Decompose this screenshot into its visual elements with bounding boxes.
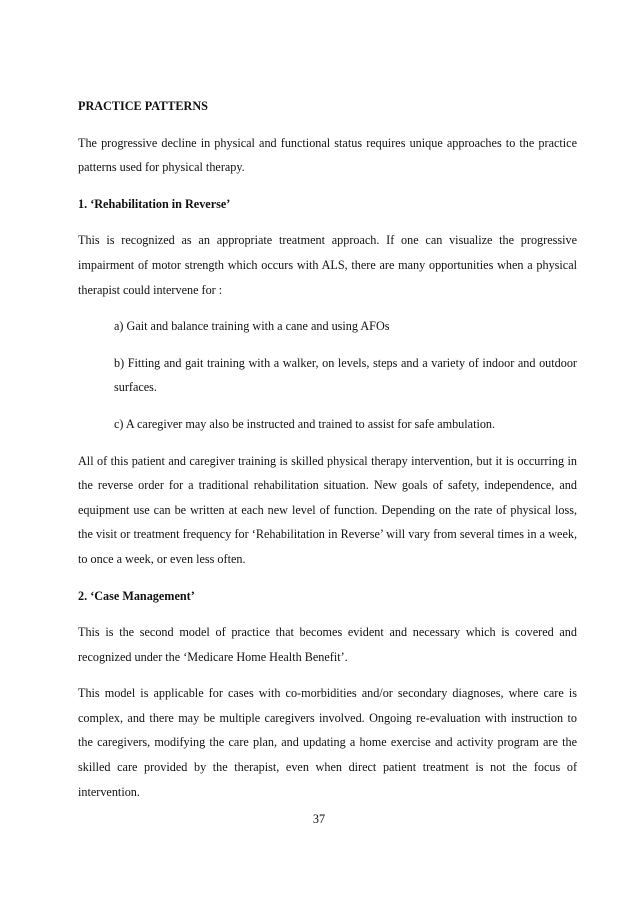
intro-paragraph: The progressive decline in physical and functional status requires unique approaches to the practice patterns used for physical therapy. xyxy=(78,135,577,175)
list-item-a: a) Gait and balance training with a cane and using AFOs xyxy=(114,319,390,334)
section1-paragraph-2: All of this patient and caregiver training is skilled physical therapy intervention, but it is occurring in the reverse order for a traditional rehabilitation situation. New goals of safety, independence, and equipment use can be written at each new level of function. Depending on the rate of physical loss, the visit or treatment frequency for ‘Rehabilitation in Reverse’ will vary from several times in a week, to once a week, or even less often. xyxy=(78,453,577,566)
list-item-b: b) Fitting and gait training with a walker, on levels, steps and a variety of indoor and outdoor surfaces. xyxy=(114,355,577,395)
section2-paragraph-1: This is the second model of practice that becomes evident and necessary which is covered and recognized under the ‘Medicare Home Health Benefit’. xyxy=(78,625,577,664)
page-number: 37 xyxy=(312,812,326,826)
list-item-c: c) A caregiver may also be instructed and trained to assist for safe ambulation. xyxy=(114,416,496,431)
section2-paragraph-2: This model is applicable for cases with co-morbidities and/or secondary diagnoses, where care is complex, and there may be multiple caregivers involved. Ongoing re-evaluation with instruction to the caregivers, modifying the care plan, and updating a home exercise and activity program are the skilled care provided by the therapist, even when direct patient treatment is not the focus of intervention. xyxy=(78,686,577,799)
section1-paragraph-1: This is recognized as an appropriate treatment approach. If one can visualize the progressive impairment of motor strength which occurs with ALS, there are many opportunities when a physical therapist could intervene for : xyxy=(78,233,577,297)
section1-heading: 1. ‘Rehabilitation in Reverse’ xyxy=(78,196,231,211)
document-page xyxy=(78,94,577,816)
section-title: PRACTICE PATTERNS xyxy=(78,99,208,113)
section2-heading: 2. ‘Case Management’ xyxy=(78,588,195,603)
